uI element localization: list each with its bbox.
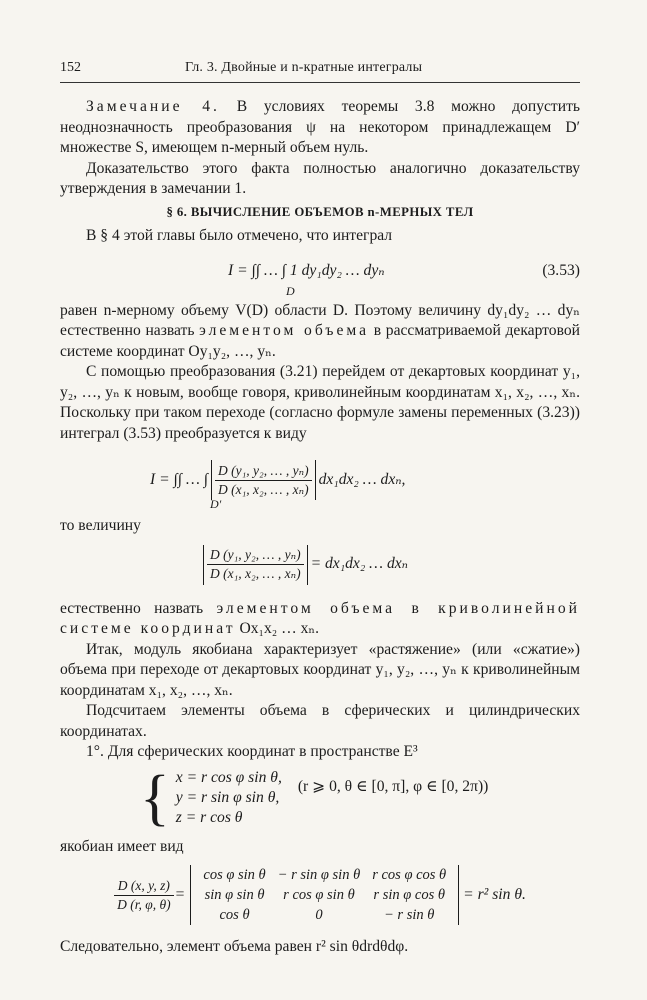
jacobian-numerator: D (x, y, z)	[114, 877, 173, 896]
jacobian-result: = r² sin θ.	[463, 885, 526, 903]
paragraph-7: Подсчитаем элементы объема в сферических и цилиндрических координатах.	[60, 702, 580, 740]
paragraph-9: якобиан имеет вид	[60, 837, 184, 855]
paragraph-8: 1°. Для сферических координат в пространстве E³	[86, 743, 418, 760]
remark-text: В условиях теоремы 3.8 можно допустить неоднозначность преобразования ψ на некотором принадлежащем D′ множестве S, имеющем n-мерный объем нуль.	[60, 98, 580, 156]
matrix-cell: 0	[315, 907, 323, 923]
system-line-x: x = r cos φ sin θ,	[175, 768, 282, 786]
eq3-abs-right	[307, 545, 308, 585]
paragraph-2	[60, 301, 580, 363]
eq2-lhs: I = ∫∫ … ∫	[150, 470, 208, 488]
running-head	[60, 58, 580, 80]
matrix-row	[197, 905, 452, 925]
paragraph-4: то величину	[60, 517, 141, 534]
jacobian-fraction	[114, 877, 173, 914]
eq2-jacobian	[215, 462, 312, 499]
matrix-cell: r cos φ cos θ	[372, 867, 447, 883]
system-brace: {	[140, 763, 170, 832]
spherical-system	[140, 763, 580, 832]
equation-transformed	[60, 454, 580, 510]
matrix-row	[197, 885, 452, 905]
eq2-numerator: D (y₁, y₂, … , yₙ)	[215, 462, 312, 481]
matrix-cell: r sin φ cos θ	[373, 887, 445, 903]
eq3-denominator: D (x₁, x₂, … , xₙ)	[210, 566, 301, 581]
eq3-jacobian	[207, 546, 304, 583]
equation-3-53	[60, 253, 580, 298]
eq1-expression: I = ∫∫ … ∫ 1 dy₁dy₂ … dyₙ	[228, 261, 385, 279]
system-conditions: (r ⩾ 0, θ ∈ [0, π], φ ∈ [0, 2π))	[297, 778, 489, 796]
paragraph-3: С помощью преобразования (3.21) перейдем от декартовых координат y₁, y₂, …, yₙ к новым, вообще говоря, криволинейным координатам x₁, x₂, …, xₙ. Поскольку при таком переходе (согласно формуле замены переменных (3.23)) интеграл (3.53) преобразуется к виду	[60, 363, 580, 442]
header-rule	[60, 82, 580, 83]
matrix-cell: cos θ	[219, 907, 250, 923]
remark-proof: Доказательство этого факта полностью аналогично доказательству утверждения в замечании 1.	[60, 159, 580, 197]
remark-lead: Замечание 4.	[86, 98, 220, 115]
system-line-y: y = r sin φ sin θ,	[175, 788, 280, 806]
paragraph-5	[60, 599, 580, 640]
p2-spaced: элементом объема	[199, 322, 370, 339]
jacobian-equation	[60, 865, 580, 925]
eq2-denominator: D (x₁, x₂, … , xₙ)	[218, 481, 309, 497]
remark-paragraph	[60, 97, 580, 159]
p2-text-b: в рассматриваемой декартовой системе координат Oy₁y₂, …, yₙ.	[60, 322, 580, 360]
system-lines	[176, 768, 282, 828]
paragraph-1: В § 4 этой главы было отмечено, что интеграл	[86, 227, 393, 244]
eq3-numerator: D (y₁, y₂, … , yₙ)	[207, 546, 304, 565]
p5-text-b: Ox₁x₂ … xₙ.	[235, 620, 320, 637]
chapter-title: Гл. 3. Двойные и n-кратные интегралы	[185, 60, 423, 75]
matrix-cell: sin φ sin θ	[204, 887, 265, 903]
matrix-cell: cos φ sin θ	[203, 867, 266, 883]
matrix-cell: − r sin θ	[384, 907, 435, 923]
eq2-rhs: dx₁dx₂ … dxₙ,	[318, 470, 406, 488]
matrix-cell: r cos φ sin θ	[283, 887, 355, 903]
page	[60, 58, 580, 958]
equals-sign: =	[175, 885, 185, 903]
eq3-rhs: = dx₁dx₂ … dxₙ	[310, 555, 408, 573]
eq1-domain: D	[286, 283, 295, 298]
page-number: 152	[60, 60, 81, 75]
paragraph-6: Итак, модуль якобиана характеризует «растяжение» (или «сжатие») объема при переходе от декартовых координат y₁, y₂, …, yₙ к криволинейным координатам x₁, x₂, …, xₙ.	[60, 640, 580, 699]
jacobian-determinant	[190, 865, 459, 925]
section-heading: § 6. ВЫЧИСЛЕНИЕ ОБЪЕМОВ n-МЕРНЫХ ТЕЛ	[166, 204, 474, 219]
equation-volume-element	[60, 543, 580, 593]
p5-text-a: естественно назвать	[60, 599, 217, 617]
eq3-abs-left	[203, 545, 204, 585]
p5-spaced: элементом объема в криволинейной системе координат	[60, 599, 580, 637]
system-line-z: z = r cos θ	[175, 808, 243, 826]
matrix-row	[197, 865, 452, 885]
eq2-abs-right	[315, 460, 316, 500]
eq2-domain: D′	[210, 497, 222, 511]
jacobian-denominator: D (r, φ, θ)	[117, 896, 171, 912]
p2-text-a: равен n-мерному объему V(D) области D. Поэтому величину dy₁dy₂ … dyₙ естественно назвать	[60, 301, 580, 339]
matrix-cell: − r sin φ sin θ	[277, 867, 361, 883]
paragraph-10: Следовательно, элемент объема равен r² sin θdrdθdφ.	[60, 938, 409, 955]
eq1-number: (3.53)	[542, 261, 580, 279]
